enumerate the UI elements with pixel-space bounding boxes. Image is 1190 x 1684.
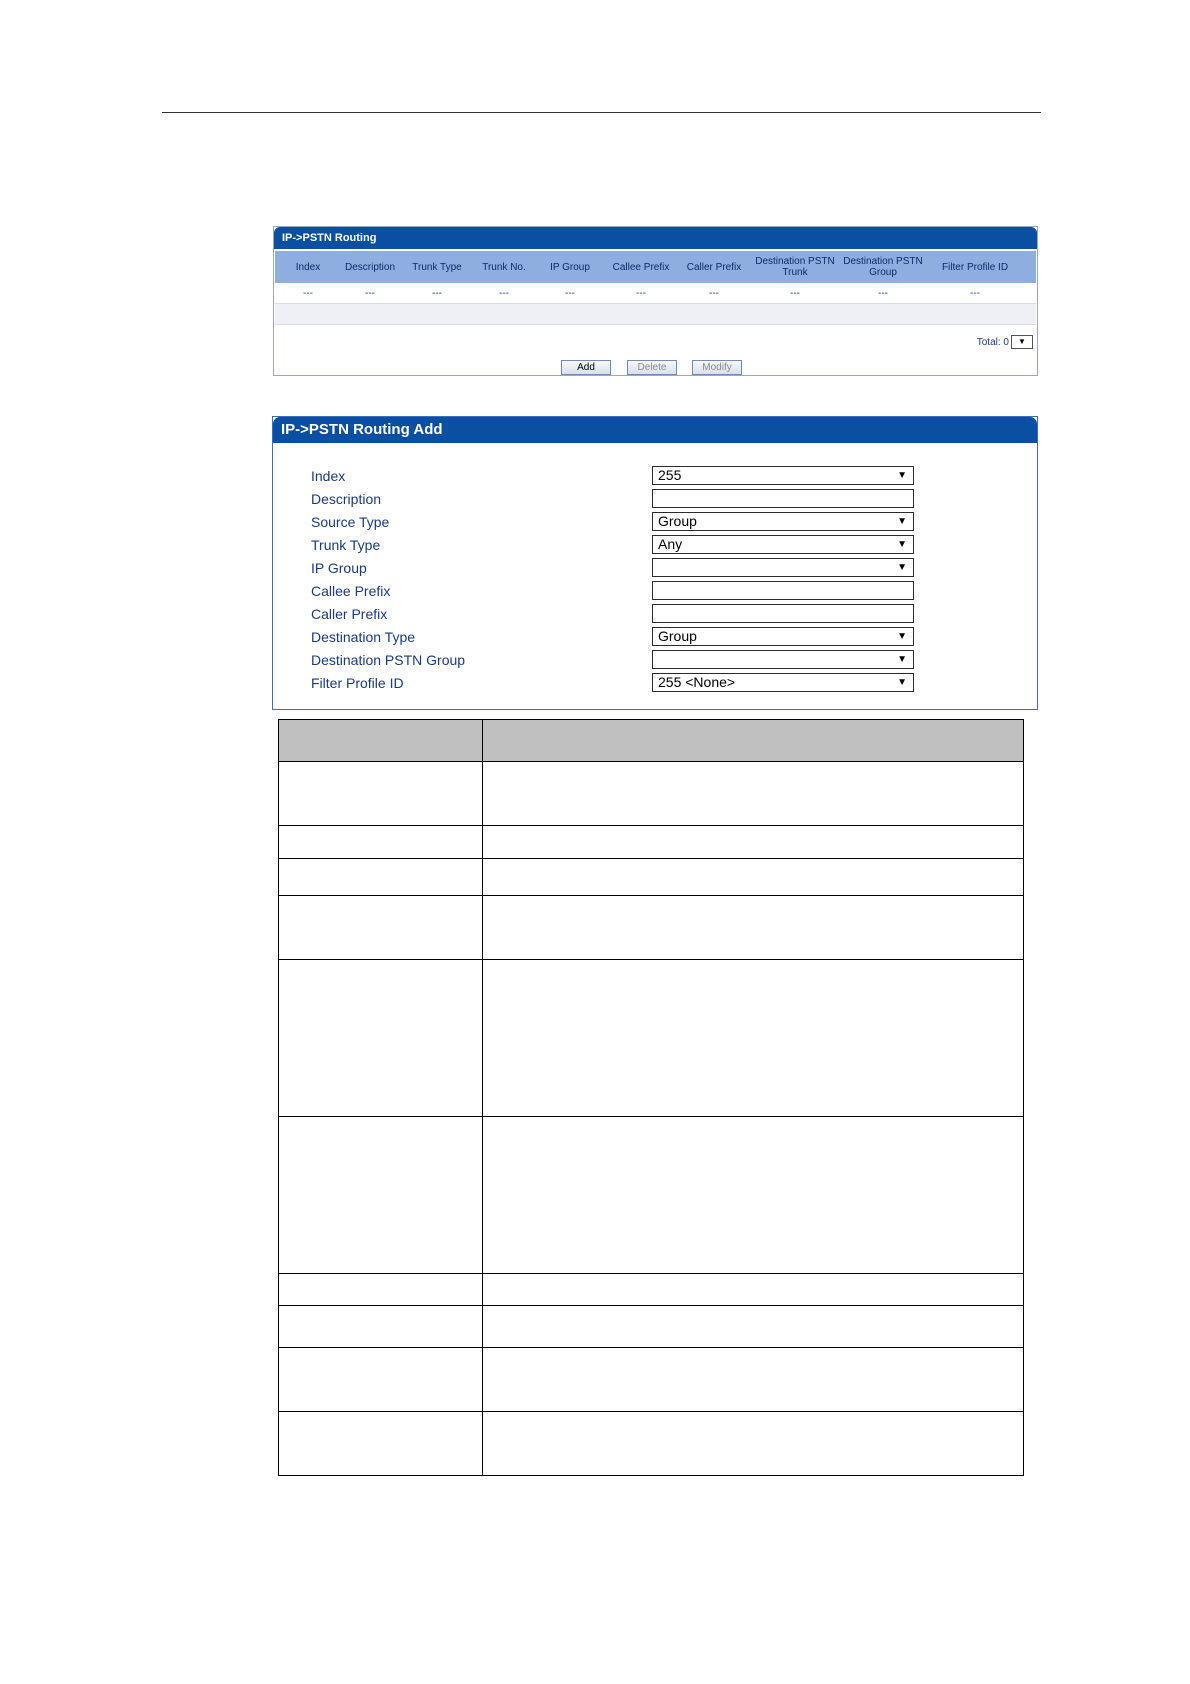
table-cell: ---	[709, 287, 719, 299]
field-row-caller-prefix	[273, 604, 1037, 625]
col-header-filter-profile-id: Filter Profile ID	[941, 261, 1009, 273]
table-cell	[483, 859, 1024, 896]
table-row	[279, 1348, 1024, 1412]
table-cell	[279, 896, 483, 960]
table-row	[279, 1274, 1024, 1306]
ip-group-select[interactable]	[652, 558, 914, 577]
dropdown-arrow-icon: ▼	[897, 677, 907, 688]
dropdown-arrow-icon: ▼	[897, 631, 907, 642]
table-cell	[483, 762, 1024, 826]
ip-group-label: IP Group	[311, 560, 367, 576]
table-cell: ---	[303, 287, 313, 299]
destination-pstn-group-select[interactable]	[652, 650, 914, 669]
field-row-destination-pstn-group	[273, 650, 1037, 671]
table-cell	[279, 1117, 483, 1274]
source-type-value: Group	[658, 513, 697, 529]
table-cell	[483, 1348, 1024, 1412]
filter-profile-id-label: Filter Profile ID	[311, 675, 404, 691]
callee-prefix-input[interactable]	[652, 581, 914, 600]
table-cell: ---	[970, 287, 980, 299]
field-row-trunk-type	[273, 535, 1037, 556]
source-type-label: Source Type	[311, 514, 390, 530]
table-header-row	[279, 720, 1024, 762]
table-cell	[483, 826, 1024, 859]
table-footer-band	[275, 303, 1036, 325]
table-cell: ---	[878, 287, 888, 299]
table-cell	[279, 960, 483, 1117]
table-row	[275, 283, 1036, 303]
field-row-description	[273, 489, 1037, 510]
table-row	[279, 826, 1024, 859]
col-header-index: Index	[295, 261, 321, 273]
caller-prefix-label: Caller Prefix	[311, 606, 388, 622]
dropdown-arrow-icon: ▼	[897, 470, 907, 481]
trunk-type-value: Any	[658, 536, 683, 552]
table-header-cell	[279, 720, 483, 762]
field-row-index	[273, 466, 1037, 487]
total-label: Total: 0	[976, 336, 1009, 348]
parameter-description-table	[278, 719, 1024, 1476]
total-page-select[interactable]: ▼	[1011, 335, 1033, 349]
caller-prefix-input[interactable]	[652, 604, 914, 623]
routing-list-panel	[273, 226, 1038, 376]
table-cell	[483, 1306, 1024, 1348]
field-row-filter-profile-id	[273, 673, 1037, 694]
total-indicator	[977, 335, 1033, 349]
table-cell: ---	[565, 287, 575, 299]
table-cell	[279, 826, 483, 859]
col-header-dest-pstn-trunk: Destination PSTN Trunk	[755, 256, 835, 278]
dropdown-arrow-icon: ▼	[897, 562, 907, 573]
index-select[interactable]	[652, 466, 914, 485]
destination-pstn-group-label: Destination PSTN Group	[311, 652, 466, 668]
table-cell	[483, 1274, 1024, 1306]
table-row	[279, 896, 1024, 960]
table-cell: ---	[636, 287, 646, 299]
table-cell: ---	[365, 287, 375, 299]
description-input[interactable]	[652, 489, 914, 508]
table-cell	[279, 762, 483, 826]
source-type-select[interactable]	[652, 512, 914, 531]
destination-type-value: Group	[658, 628, 697, 644]
table-row	[279, 1117, 1024, 1274]
table-row	[279, 1412, 1024, 1476]
trunk-type-select[interactable]	[652, 535, 914, 554]
destination-type-select[interactable]	[652, 627, 914, 646]
col-header-trunk-type: Trunk Type	[412, 261, 462, 273]
table-cell	[483, 1117, 1024, 1274]
field-row-callee-prefix	[273, 581, 1037, 602]
routing-table-header	[275, 251, 1036, 283]
table-cell: ---	[432, 287, 442, 299]
col-header-ip-group: IP Group	[550, 261, 590, 273]
index-value: 255	[658, 467, 682, 483]
table-cell	[279, 1274, 483, 1306]
table-cell: ---	[790, 287, 800, 299]
col-header-trunk-no: Trunk No.	[482, 261, 526, 273]
table-cell	[279, 859, 483, 896]
table-cell	[483, 1412, 1024, 1476]
table-row	[279, 1306, 1024, 1348]
table-row	[279, 960, 1024, 1117]
routing-add-title: IP->PSTN Routing Add	[273, 417, 1037, 443]
routing-list-title: IP->PSTN Routing	[274, 227, 1037, 249]
table-row	[279, 762, 1024, 826]
filter-profile-id-select[interactable]	[652, 673, 914, 692]
table-cell	[279, 1306, 483, 1348]
destination-type-label: Destination Type	[311, 629, 416, 645]
table-cell	[483, 960, 1024, 1117]
trunk-type-label: Trunk Type	[311, 537, 381, 553]
col-header-dest-pstn-group: Destination PSTN Group	[843, 256, 923, 278]
table-cell: ---	[499, 287, 509, 299]
dropdown-arrow-icon: ▼	[897, 654, 907, 665]
index-label: Index	[311, 468, 346, 484]
dropdown-arrow-icon: ▼	[897, 516, 907, 527]
col-header-description: Description	[344, 261, 396, 273]
add-button[interactable]: Add	[561, 360, 611, 375]
table-header-cell	[483, 720, 1024, 762]
col-header-callee-prefix: Callee Prefix	[612, 261, 670, 273]
table-cell	[483, 896, 1024, 960]
description-label: Description	[311, 491, 382, 507]
dropdown-arrow-icon: ▼	[897, 539, 907, 550]
field-row-destination-type	[273, 627, 1037, 648]
table-cell	[279, 1348, 483, 1412]
table-cell	[279, 1412, 483, 1476]
col-header-caller-prefix: Caller Prefix	[686, 261, 742, 273]
page-header-rule	[162, 112, 1041, 113]
delete-button[interactable]: Delete	[627, 360, 677, 375]
table-row	[279, 859, 1024, 896]
filter-profile-id-value: 255 <None>	[658, 674, 736, 690]
field-row-source-type	[273, 512, 1037, 533]
routing-add-panel	[272, 416, 1038, 710]
modify-button[interactable]: Modify	[692, 360, 742, 375]
field-row-ip-group	[273, 558, 1037, 579]
callee-prefix-label: Callee Prefix	[311, 583, 391, 599]
